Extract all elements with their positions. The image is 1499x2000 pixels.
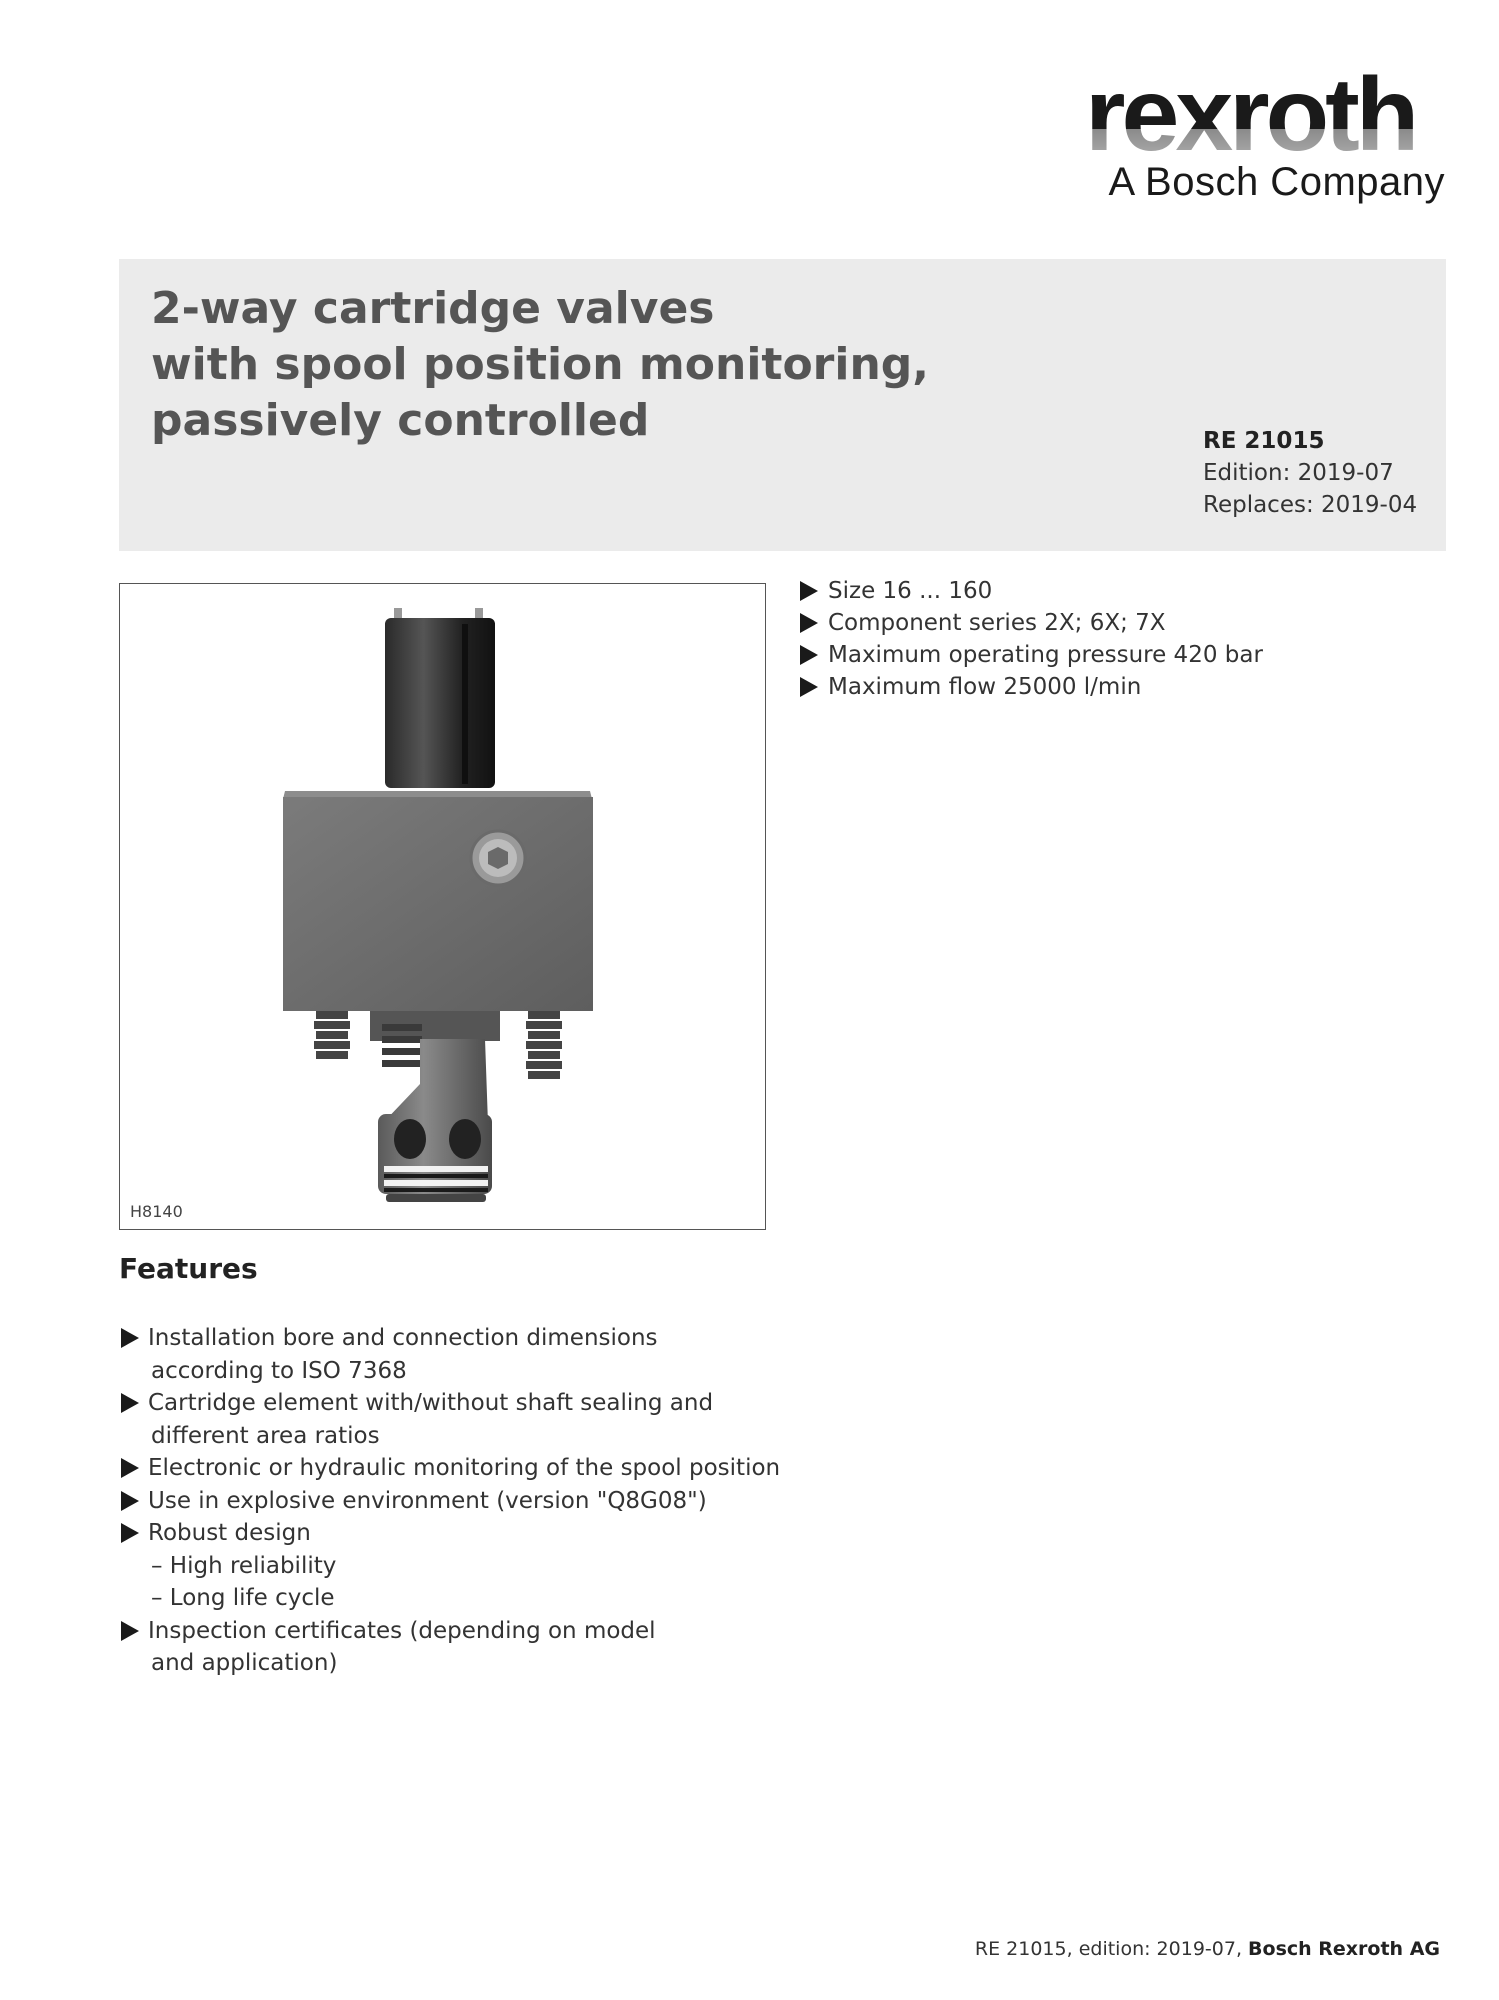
triangle-bullet-icon	[121, 1491, 139, 1511]
list-item	[800, 671, 1450, 703]
feature-text: different area ratios	[151, 1422, 380, 1449]
doc-number: RE 21015	[1203, 428, 1325, 454]
document-info	[1203, 425, 1443, 521]
feature-subitem: – High reliability	[151, 1552, 337, 1579]
list-item	[119, 1452, 799, 1485]
title-band	[119, 259, 1446, 551]
feature-text: Use in explosive environment (version "Q8G08")	[148, 1487, 707, 1514]
feature-text: Robust design	[148, 1520, 311, 1546]
list-item	[119, 1387, 799, 1452]
triangle-bullet-icon	[121, 1621, 139, 1641]
triangle-bullet-icon	[800, 645, 818, 665]
triangle-bullet-icon	[800, 581, 818, 601]
triangle-bullet-icon	[121, 1393, 139, 1413]
feature-text: Inspection certificates (depending on model	[148, 1617, 656, 1644]
feature-subitem: – Long life cycle	[151, 1585, 335, 1611]
title-line: passively controlled	[151, 395, 650, 446]
summary-text: Maximum flow 25000 l/min	[828, 674, 1142, 700]
feature-text: Cartridge element with/without shaft sealing and	[148, 1390, 714, 1416]
list-item	[119, 1615, 799, 1680]
product-image-frame	[119, 583, 766, 1230]
summary-text: Maximum operating pressure 420 bar	[828, 642, 1263, 668]
page-footer	[975, 1938, 1440, 1960]
footer-company: Bosch Rexroth AG	[1248, 1938, 1440, 1960]
list-item	[800, 607, 1450, 639]
footer-text: RE 21015, edition: 2019-07,	[974, 1938, 1249, 1960]
title-line: 2-way cartridge valves	[151, 283, 715, 334]
summary-text: Size 16 ... 160	[828, 578, 993, 604]
features-heading: Features	[119, 1252, 258, 1285]
features-list	[119, 1322, 799, 1680]
list-item	[119, 1485, 799, 1518]
list-item	[119, 1322, 799, 1387]
triangle-bullet-icon	[121, 1458, 139, 1478]
list-item	[119, 1517, 799, 1615]
triangle-bullet-icon	[800, 613, 818, 633]
triangle-bullet-icon	[121, 1328, 139, 1348]
document-title	[151, 281, 1051, 449]
image-code: H8140	[130, 1202, 183, 1221]
triangle-bullet-icon	[800, 677, 818, 697]
triangle-bullet-icon	[121, 1523, 139, 1543]
rexroth-logo	[1085, 60, 1445, 210]
summary-list	[800, 575, 1450, 703]
rexroth-wordmark-icon	[1085, 60, 1445, 160]
list-item	[800, 575, 1450, 607]
logo-brand-text: rexroth	[1085, 60, 1416, 160]
summary-text: Component series 2X; 6X; 7X	[828, 610, 1166, 636]
title-line: with spool position monitoring,	[151, 339, 929, 390]
logo-tagline: A Bosch Company	[1108, 160, 1445, 204]
list-item	[800, 639, 1450, 671]
feature-text: and application)	[151, 1650, 338, 1676]
feature-text: Installation bore and connection dimensions	[148, 1325, 658, 1351]
cartridge-valve-image	[120, 584, 765, 1229]
replaces-text: Replaces: 2019-04	[1203, 492, 1418, 518]
feature-text: Electronic or hydraulic monitoring of the spool position	[148, 1455, 781, 1481]
feature-text: according to ISO 7368	[151, 1357, 407, 1384]
edition-text: Edition: 2019-07	[1203, 460, 1394, 486]
